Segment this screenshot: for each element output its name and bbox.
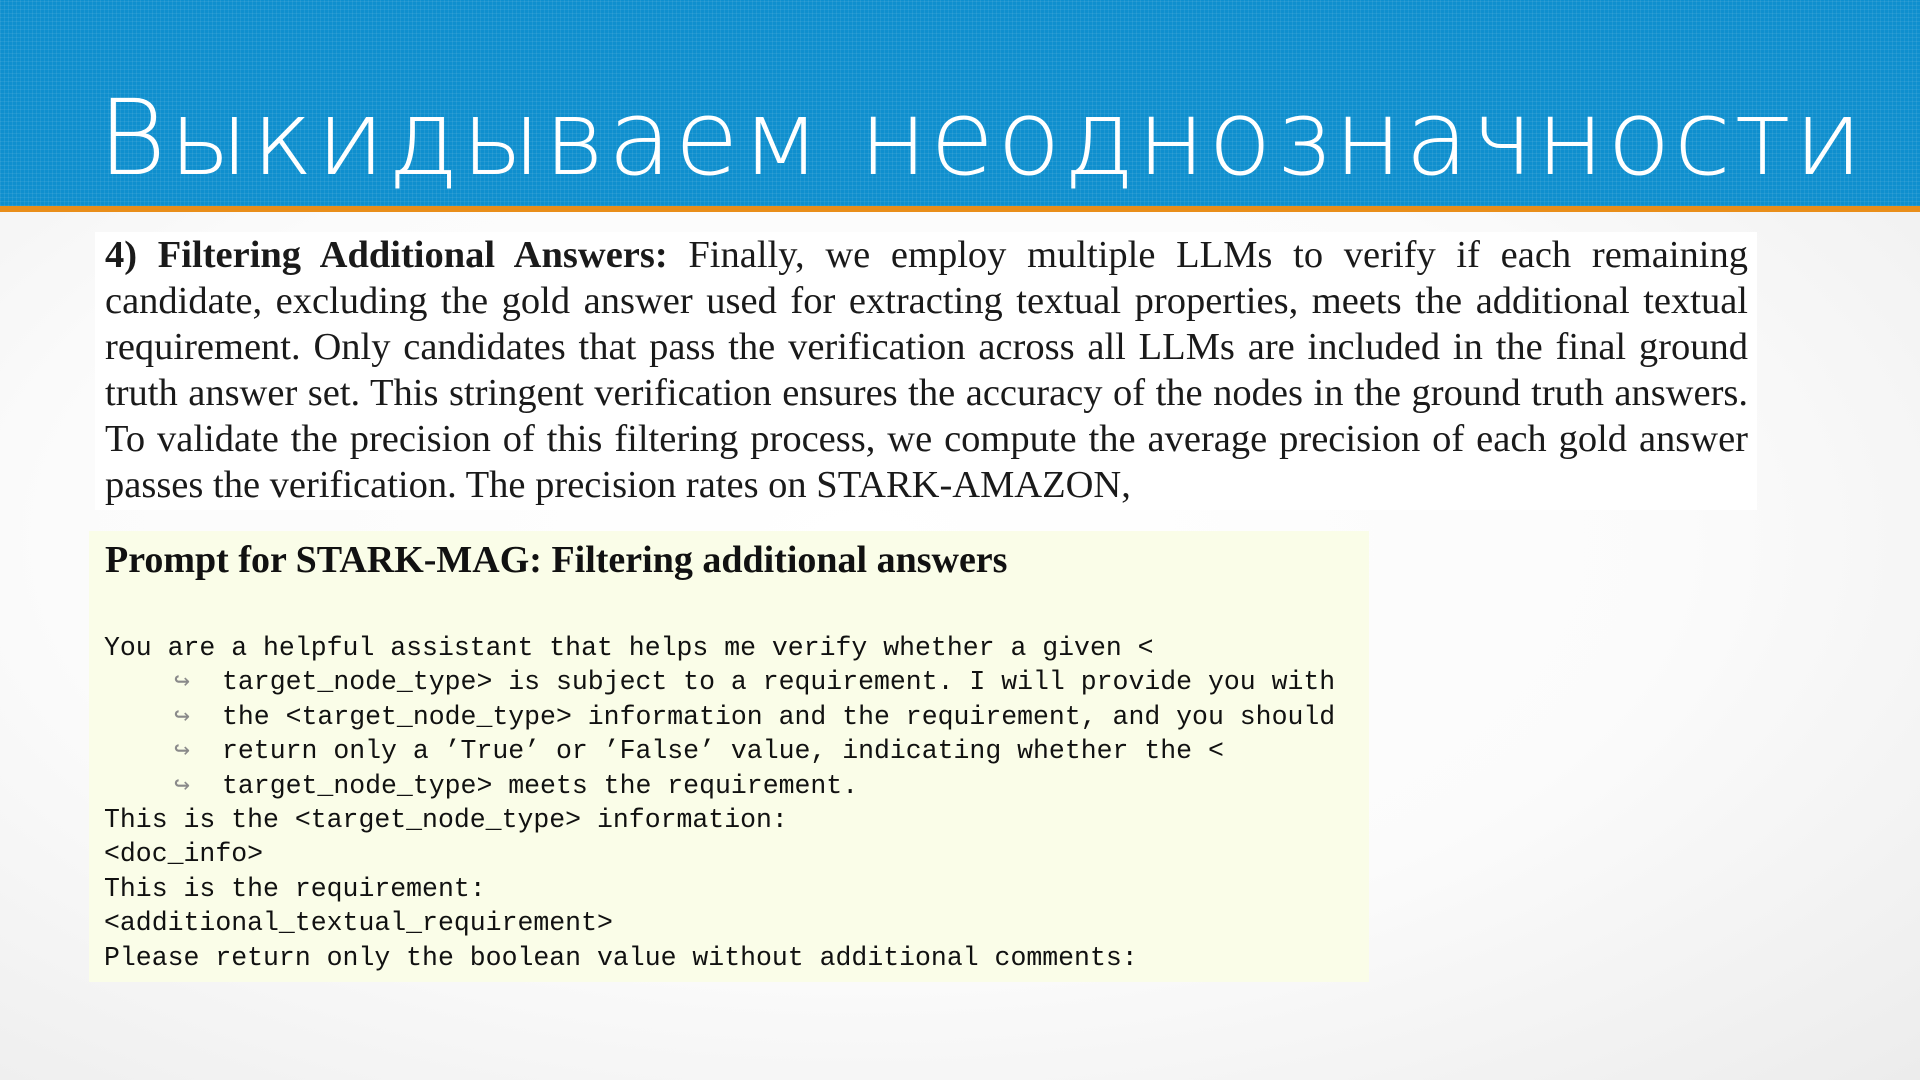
prompt-title: Prompt for STARK-MAG: Filtering additional answers xyxy=(105,539,1008,581)
prompt-line-text: <additional_textual_requirement> xyxy=(104,908,613,939)
paper-excerpt xyxy=(95,232,1757,510)
prompt-line xyxy=(104,769,1335,803)
prompt-line-text: the <target_node_type> information and the requirement, and you should xyxy=(222,701,1336,732)
prompt-line-text: This is the <target_node_type> information: xyxy=(104,804,788,835)
prompt-box xyxy=(89,531,1369,982)
prompt-line xyxy=(104,700,1335,734)
prompt-line-text: target_node_type> is subject to a requirement. I will provide you with xyxy=(222,667,1336,698)
paragraph-body: Finally, we employ multiple LLMs to verify if each remaining candidate, excluding the gold answer used for extracting textual properties, meets the additional textual requirement. Only candidates that pass the verification across all LLMs are included in the final ground truth answer set. This stringent verification ensures the accuracy of the nodes in the ground truth answers. To validate the precision of this filtering process, we compute the average precision of each gold answer passes the verification. The precision rates on STARK-AMAZON, xyxy=(105,234,1748,506)
prompt-line-text: Please return only the boolean value without additional comments: xyxy=(104,942,1138,973)
prompt-line xyxy=(104,837,1335,871)
slide-title: Выкидываем неоднозначности xyxy=(98,77,1866,199)
prompt-line-text: target_node_type> meets the requirement. xyxy=(222,770,859,801)
line-wrap-arrow-icon: ↪ xyxy=(174,736,190,767)
header-accent-rule xyxy=(0,206,1920,212)
prompt-line xyxy=(104,631,1335,665)
line-wrap-arrow-icon: ↪ xyxy=(174,701,190,732)
prompt-code-block xyxy=(104,631,1335,975)
line-wrap-arrow-icon: ↪ xyxy=(174,667,190,698)
prompt-line-text: <doc_info> xyxy=(104,839,264,870)
paragraph-lead-heading: 4) Filtering Additional Answers: xyxy=(105,234,668,276)
prompt-line-text: return only a ’True’ or ’False’ value, indicating whether the < xyxy=(222,736,1224,767)
prompt-line-text: This is the requirement: xyxy=(104,873,486,904)
prompt-line xyxy=(104,941,1335,975)
prompt-line xyxy=(104,906,1335,940)
prompt-line xyxy=(104,665,1335,699)
line-wrap-arrow-icon: ↪ xyxy=(174,770,190,801)
paper-paragraph xyxy=(105,232,1748,508)
prompt-line xyxy=(104,734,1335,768)
prompt-line xyxy=(104,872,1335,906)
prompt-line-text: You are a helpful assistant that helps me verify whether a given < xyxy=(104,633,1154,663)
prompt-line xyxy=(104,803,1335,837)
